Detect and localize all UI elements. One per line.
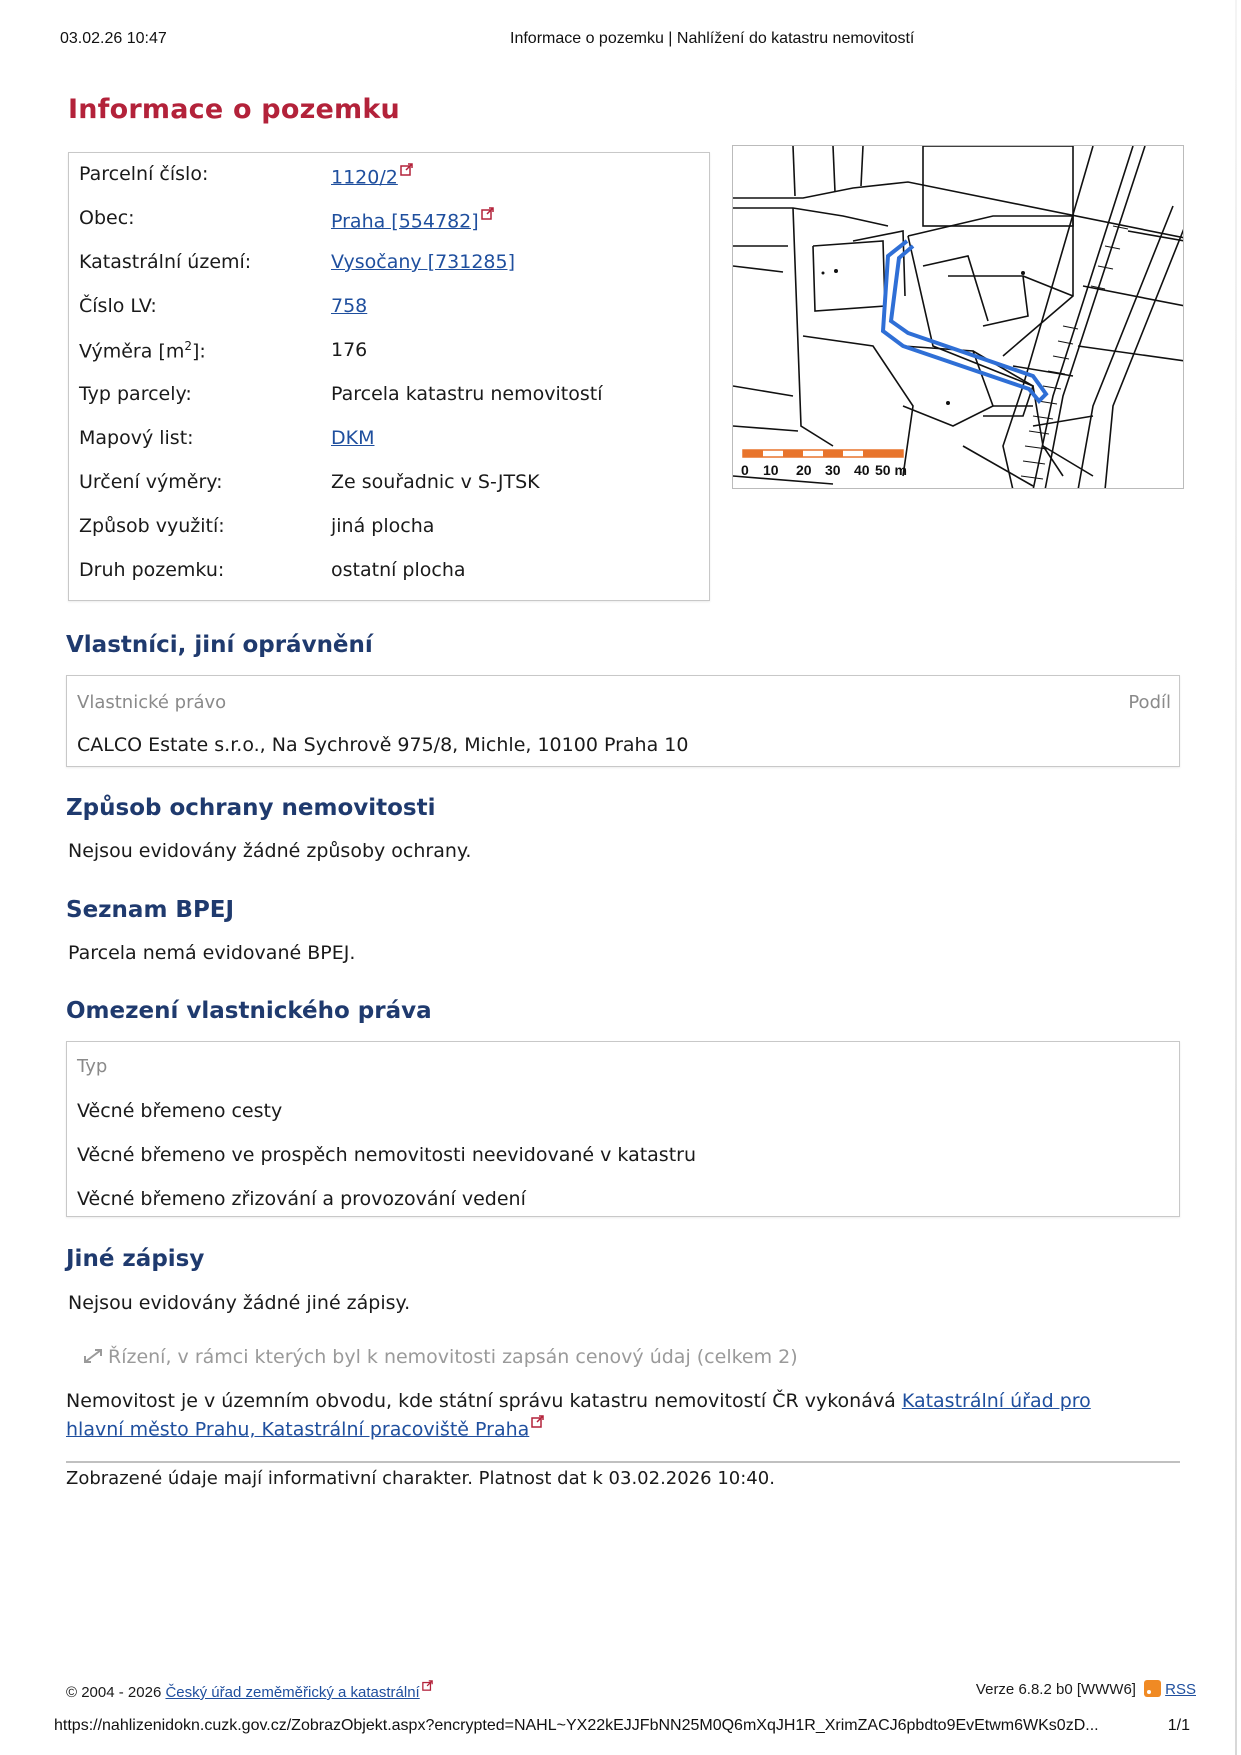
row-parcel-number — [79, 163, 699, 193]
page-title: Informace o pozemku — [68, 94, 400, 125]
scan-edge — [1235, 0, 1237, 1755]
map-scale-bar — [743, 450, 903, 457]
parcel-type-value: Parcela katastru nemovitostí — [331, 383, 603, 405]
footer-version-rss — [976, 1680, 1196, 1698]
scale-label-30: 30 — [825, 462, 841, 478]
owner-entry: CALCO Estate s.r.o., Na Sychrově 975/8, Michle, 10100 Praha 10 — [77, 734, 689, 756]
restrictions-heading: Omezení vlastnického práva — [66, 998, 432, 1024]
external-link-icon[interactable] — [531, 1415, 544, 1428]
external-link-icon[interactable] — [400, 163, 413, 176]
print-page-number: 1/1 — [1167, 1717, 1190, 1734]
protection-text: Nejsou evidovány žádné způsoby ochrany. — [68, 840, 472, 862]
label-municipality: Obec: — [79, 207, 135, 229]
other-entries-heading: Jiné zápisy — [66, 1246, 205, 1272]
rss-icon[interactable] — [1144, 1680, 1161, 1697]
row-cadastral-area — [79, 251, 699, 281]
scale-label-40: 40 — [854, 462, 870, 478]
label-usage: Způsob využití: — [79, 515, 225, 537]
land-kind-value: ostatní plocha — [331, 559, 466, 581]
bpej-heading: Seznam BPEJ — [66, 897, 235, 923]
row-area — [79, 339, 699, 369]
page-footer — [66, 1680, 1196, 1704]
row-parcel-type — [79, 383, 699, 413]
proceedings-expander[interactable] — [82, 1346, 798, 1368]
scale-label-0: 0 — [741, 462, 749, 478]
footer-divider — [66, 1461, 1180, 1463]
scale-label-10: 10 — [763, 462, 779, 478]
print-url: https://nahlizenidokn.cuzk.gov.cz/ZobrazObjekt.aspx?encrypted=NAHL~YX22kEJJFbNN25M0Q6mXqJH1R_XrimZACJ6pbdto9EvEtwm6WKs0zD... — [54, 1717, 1099, 1734]
footer-copyright: © 2004 - 2026 Český úřad zeměměřický a katastrální — [66, 1680, 433, 1701]
restriction-item: Věcné břemeno cesty — [77, 1100, 283, 1122]
print-document-title: Informace o pozemku | Nahlížení do katastru nemovitostí — [510, 30, 915, 47]
highlighted-parcel[interactable] — [883, 241, 1046, 401]
print-datetime: 03.02.26 10:47 — [60, 30, 167, 47]
cadastral-area-link[interactable]: Vysočany [731285] — [331, 251, 516, 273]
label-cadastral-area: Katastrální území: — [79, 251, 252, 273]
row-area-determination — [79, 471, 699, 501]
label-parcel-type: Typ parcely: — [79, 383, 192, 405]
usage-value: jiná plocha — [331, 515, 435, 537]
label-map-sheet: Mapový list: — [79, 427, 194, 449]
owners-col-share: Podíl — [1128, 692, 1171, 713]
parcel-info-table — [68, 152, 710, 601]
owners-heading: Vlastníci, jiní oprávnění — [66, 632, 373, 658]
cadastral-map[interactable] — [732, 145, 1184, 489]
restriction-item: Věcné břemeno zřizování a provozování vedení — [77, 1188, 526, 1210]
label-area-determination: Určení výměry: — [79, 471, 223, 493]
version-label: Verze 6.8.2 b0 [WWW6] — [975, 1681, 1136, 1698]
expand-arrows-icon — [82, 1347, 104, 1365]
lv-number-link[interactable]: 758 — [331, 295, 368, 317]
office-note: Nemovitost je v územním obvodu, kde státní správu katastru nemovitostí ČR vykonává Katastrální úřad pro hlavní město Prahu, Katastrální pracoviště Praha — [66, 1390, 1091, 1441]
map-drawing — [733, 146, 1184, 489]
restrictions-col-type: Typ — [77, 1056, 108, 1077]
label-parcel-number: Parcelní číslo: — [79, 163, 209, 185]
row-municipality — [79, 207, 699, 237]
restrictions-table — [66, 1041, 1180, 1217]
row-lv-number — [79, 295, 699, 325]
row-usage — [79, 515, 699, 545]
bpej-text: Parcela nemá evidované BPEJ. — [68, 942, 356, 964]
restriction-item: Věcné břemeno ve prospěch nemovitosti neevidované v katastru — [77, 1144, 697, 1166]
label-area: Výměra $[m^2]$: — [79, 339, 206, 363]
scale-label-50m: 50 m — [875, 462, 907, 478]
parcel-number-link[interactable]: 1120/2 — [331, 166, 398, 189]
protection-heading: Způsob ochrany nemovitosti — [66, 795, 436, 821]
cadastral-office-link[interactable]: Katastrální úřad pro hlavní město Prahu, Katastrální pracoviště Praha — [66, 1390, 1091, 1441]
area-determination-value: Ze souřadnic v S-JTSK — [331, 471, 540, 493]
municipality-link[interactable]: Praha [554782] — [331, 210, 479, 233]
print-footer — [54, 1717, 1190, 1741]
scale-label-20: 20 — [796, 462, 812, 478]
map-sheet-link[interactable]: DKM — [331, 427, 375, 449]
proceedings-label: Řízení, v rámci kterých byl k nemovitosti zapsán cenový údaj (celkem 2) — [108, 1346, 798, 1368]
label-land-kind: Druh pozemku: — [79, 559, 225, 581]
row-map-sheet — [79, 427, 699, 457]
row-land-kind — [79, 559, 699, 589]
data-disclaimer: Zobrazené údaje mají informativní charakter. Platnost dat k 03.02.2026 10:40. — [66, 1468, 775, 1489]
external-link-icon[interactable] — [422, 1680, 433, 1691]
other-entries-text: Nejsou evidovány žádné jiné zápisy. — [68, 1292, 411, 1314]
owners-col-right: Vlastnické právo — [77, 692, 227, 713]
area-value: 176 — [331, 339, 368, 361]
owners-table — [66, 675, 1180, 767]
label-lv-number: Číslo LV: — [79, 295, 157, 317]
rss-link[interactable]: RSS — [1165, 1681, 1196, 1698]
print-header — [60, 30, 1190, 54]
agency-link[interactable]: Český úřad zeměměřický a katastrální — [165, 1684, 420, 1701]
external-link-icon[interactable] — [481, 207, 494, 220]
